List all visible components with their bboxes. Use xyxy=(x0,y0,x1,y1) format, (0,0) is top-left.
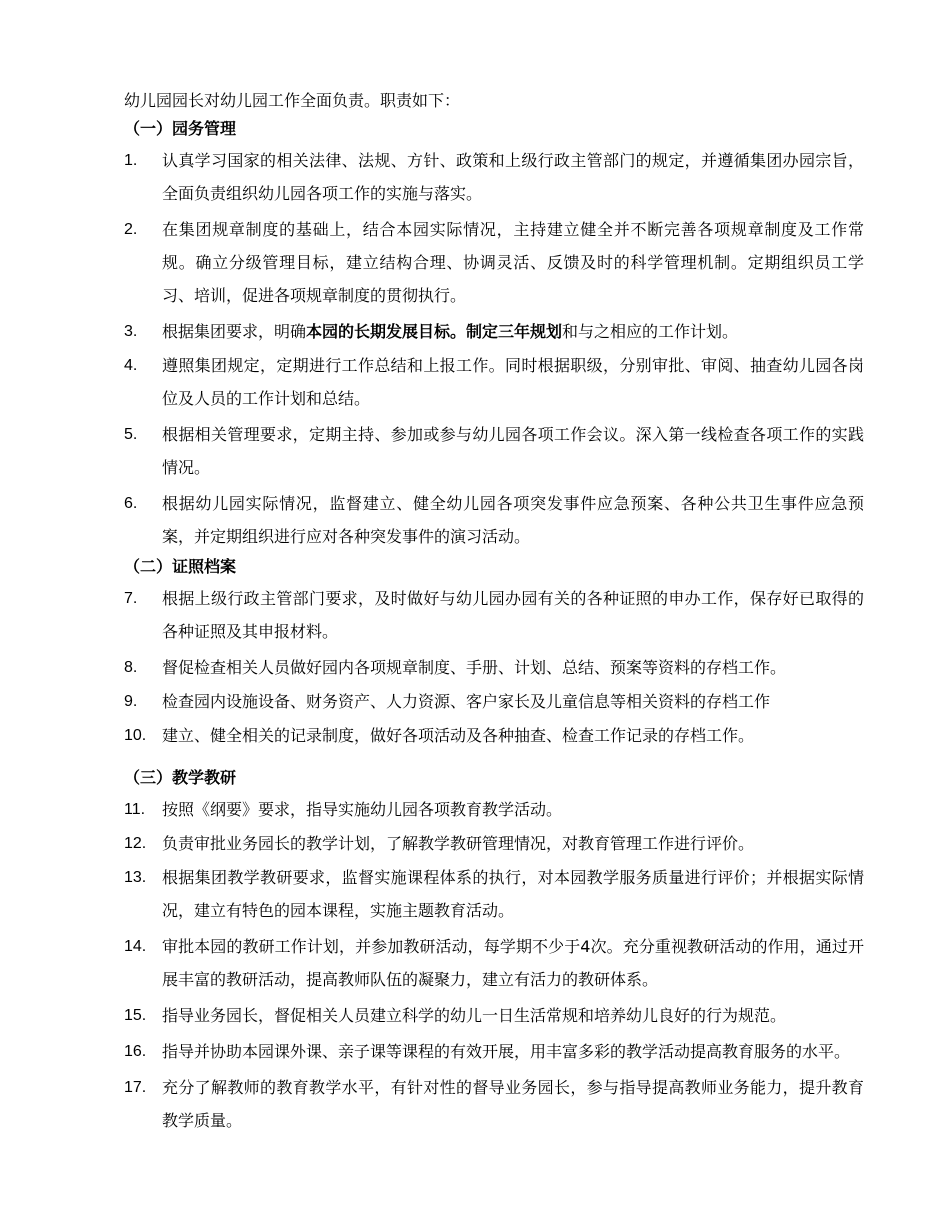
item-text: 根据上级行政主管部门要求，及时做好与幼儿园办园有关的各种证照的申办工作，保存好已取得的各种证照及其申报材料。 xyxy=(162,589,864,641)
item-text: 根据相关管理要求，定期主持、参加或参与幼儿园各项工作会议。深入第一线检查各项工作的实践情况。 xyxy=(162,425,864,477)
item-number: 1. xyxy=(124,152,138,169)
list-item xyxy=(124,352,864,415)
item-number: 13. xyxy=(124,869,147,886)
item-text: 指导业务园长，督促相关人员建立科学的幼儿一日生活常规和培养幼儿良好的行为规范。 xyxy=(162,1006,787,1025)
list-item xyxy=(124,864,864,927)
list-item xyxy=(124,1038,864,1068)
item-text: 认真学习国家的相关法律、法规、方针、政策和上级行政主管部门的规定，并遵循集团办园宗旨，全面负责组织幼儿园各项工作的实施与落实。 xyxy=(162,151,864,203)
item-text: 按照《纲要》要求，指导实施幼儿园各项教育教学活动。 xyxy=(162,800,563,819)
item-text: 建立、健全相关的记录制度，做好各项活动及各种抽查、检查工作记录的存档工作。 xyxy=(162,726,755,745)
list-item xyxy=(124,216,864,312)
item-number: 6. xyxy=(124,495,138,512)
item-text xyxy=(162,318,864,346)
item-number: 8. xyxy=(124,659,138,676)
item-number: 9. xyxy=(124,693,138,710)
list-item xyxy=(124,585,864,648)
item-number: 5. xyxy=(124,426,138,443)
item-number: 7. xyxy=(124,590,138,607)
list-item xyxy=(124,490,864,553)
list-item xyxy=(124,318,864,346)
item-text-pre: 根据集团要求，明确 xyxy=(162,322,307,341)
item-number: 16. xyxy=(124,1043,147,1060)
list-item xyxy=(124,654,864,682)
item-text: 审批本园的教研工作计划，并参加教研活动，每学期不少于4次。充分重视教研活动的作用，通过开展丰富的教研活动，提高教师队伍的凝聚力，建立有活力的教研体系。 xyxy=(162,937,864,989)
list-item xyxy=(124,1002,864,1032)
list-item xyxy=(124,796,864,824)
item-number: 11. xyxy=(124,801,146,818)
section-heading: （一）园务管理 xyxy=(124,119,237,138)
item-text-bold: 本园的长期发展目标。制定三年规划 xyxy=(306,322,563,341)
item-number: 10. xyxy=(124,727,147,744)
section-admin-management xyxy=(124,117,864,559)
list-item xyxy=(124,1074,864,1137)
item-number: 17. xyxy=(124,1079,147,1096)
item-text: 检查园内设施设备、财务资产、人力资源、客户家长及儿童信息等相关资料的存档工作 xyxy=(162,692,771,711)
item-text: 在集团规章制度的基础上，结合本园实际情况，主持建立健全并不断完善各项规章制度及工作常规。确立分级管理目标，建立结构合理、协调灵活、反馈及时的科学管理机制。定期组织员工学习、培训，促进各项规章制度的贯彻执行。 xyxy=(162,220,864,305)
item-text: 督促检查相关人员做好园内各项规章制度、手册、计划、总结、预案等资料的存档工作。 xyxy=(162,658,787,677)
list-item xyxy=(124,421,864,484)
item-text: 根据集团教学教研要求，监督实施课程体系的执行，对本园教学服务质量进行评价；并根据实际情况，建立有特色的园本课程，实施主题教育活动。 xyxy=(162,868,864,920)
list-item xyxy=(124,722,864,750)
list-item xyxy=(124,933,864,996)
item-text: 充分了解教师的教育教学水平，有针对性的督导业务园长，参与指导提高教师业务能力，提升教育教学质量。 xyxy=(162,1078,864,1130)
item-number: 4. xyxy=(124,357,138,374)
item-text: 遵照集团规定，定期进行工作总结和上报工作。同时根据职级，分别审批、审阅、抽查幼儿园各岗位及人员的工作计划和总结。 xyxy=(162,356,864,408)
item-text: 根据幼儿园实际情况，监督建立、健全幼儿园各项突发事件应急预案、各种公共卫生事件应急预案，并定期组织进行应对各种突发事件的演习活动。 xyxy=(162,494,864,546)
list-item xyxy=(124,830,864,858)
item-number: 15. xyxy=(124,1007,147,1024)
item-text: 负责审批业务园长的教学计划，了解教学教研管理情况，对教育管理工作进行评价。 xyxy=(162,834,755,853)
item-number: 3. xyxy=(124,323,138,340)
intro-paragraph: 幼儿园园长对幼儿园工作全面负责。职责如下： xyxy=(124,91,461,110)
list-item xyxy=(124,147,864,210)
list-item xyxy=(124,688,864,716)
section-licenses-archives xyxy=(124,555,864,756)
item-number: 14. xyxy=(124,938,147,955)
section-heading: （二）证照档案 xyxy=(124,557,237,576)
section-heading: （三）教学教研 xyxy=(124,768,237,787)
item-number: 2. xyxy=(124,221,138,238)
item-text-post: 和与之相应的工作计划。 xyxy=(562,322,739,341)
section-teaching-research xyxy=(124,766,864,1143)
item-number: 12. xyxy=(124,835,147,852)
item-text: 指导并协助本园课外课、亲子课等课程的有效开展，用丰富多彩的教学活动提高教育服务的水平。 xyxy=(162,1042,851,1061)
